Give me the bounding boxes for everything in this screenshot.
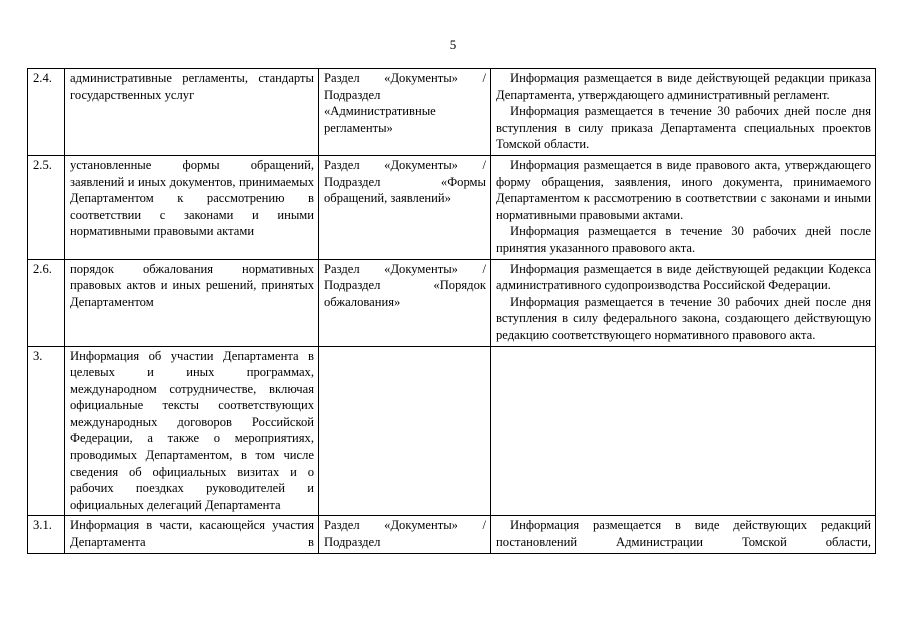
row-info — [491, 516, 876, 553]
row-description: порядок обжалования нормативных правовых актов и иных решений, принятых Департаментом — [65, 259, 319, 346]
row-description: Информация об участии Департамента в целевых и иных программах, международном сотрудничестве, включая официальные тексты соответствующих международных договоров Российской Федерации, а также о мероприятиях, проводимых Департаментом, в том числе сведения об официальных визитах и о рабочих поездках руководителей и официальных делегаций Департамента — [65, 346, 319, 516]
page-number: 5 — [449, 37, 457, 52]
row-location — [319, 346, 491, 516]
row-info — [491, 155, 876, 259]
row-description: установленные формы обращений, заявлений и иных документов, принимаемых Департаментом к рассмотрению в соответствии с законами и иными нормативными правовыми актами — [65, 155, 319, 259]
row-description: Информация в части, касающейся участия Департамента в — [65, 516, 319, 553]
info-paragraph: Информация размещается в течение 30 рабочих дней после принятия указанного правового акта. — [496, 224, 871, 255]
row-info — [491, 69, 876, 156]
table-row — [28, 259, 876, 346]
row-number: 3. — [28, 346, 65, 516]
row-info — [491, 346, 876, 516]
table-row — [28, 155, 876, 259]
info-paragraph: Информация размещается в течение 30 рабочих дней после дня вступления в силу федерального закона, создающего действующую редакцию соответствующего нормативного правового акта. — [496, 294, 871, 342]
document-table — [27, 68, 876, 554]
table-row — [28, 346, 876, 516]
row-number: 2.6. — [28, 259, 65, 346]
row-number: 2.5. — [28, 155, 65, 259]
info-paragraph: Информация размещается в виде правового акта, утверждающего форму обращения, заявления, иного документа, принимаемого Департаментом к рассмотрению в соответствии с законами и иными нормативными правовыми актами. — [496, 157, 871, 222]
info-paragraph: Информация размещается в течение 30 рабочих дней после дня вступления в силу приказа Департамента специальных проектов Томской области. — [496, 104, 871, 152]
row-location: Раздел «Документы» / Подраздел «Административные регламенты» — [319, 69, 491, 156]
row-description: административные регламенты, стандарты государственных услуг — [65, 69, 319, 156]
info-paragraph: Информация размещается в виде действующей редакции приказа Департамента, утверждающего административный регламент. — [496, 71, 871, 102]
info-paragraph: Информация размещается в виде действующих редакций постановлений Администрации Томской области, — [496, 518, 871, 550]
row-number: 2.4. — [28, 69, 65, 156]
info-paragraph: Информация размещается в виде действующей редакции Кодекса административного судопроизводства Российской Федерации. — [496, 261, 871, 293]
row-location: Раздел «Документы» / Подраздел «Порядок обжалования» — [319, 259, 491, 346]
row-location: Раздел «Документы» / Подраздел «Формы обращений, заявлений» — [319, 155, 491, 259]
row-location: Раздел «Документы» / Подраздел — [319, 516, 491, 553]
row-number: 3.1. — [28, 516, 65, 553]
table-row — [28, 516, 876, 553]
table-row — [28, 69, 876, 156]
row-info — [491, 259, 876, 346]
